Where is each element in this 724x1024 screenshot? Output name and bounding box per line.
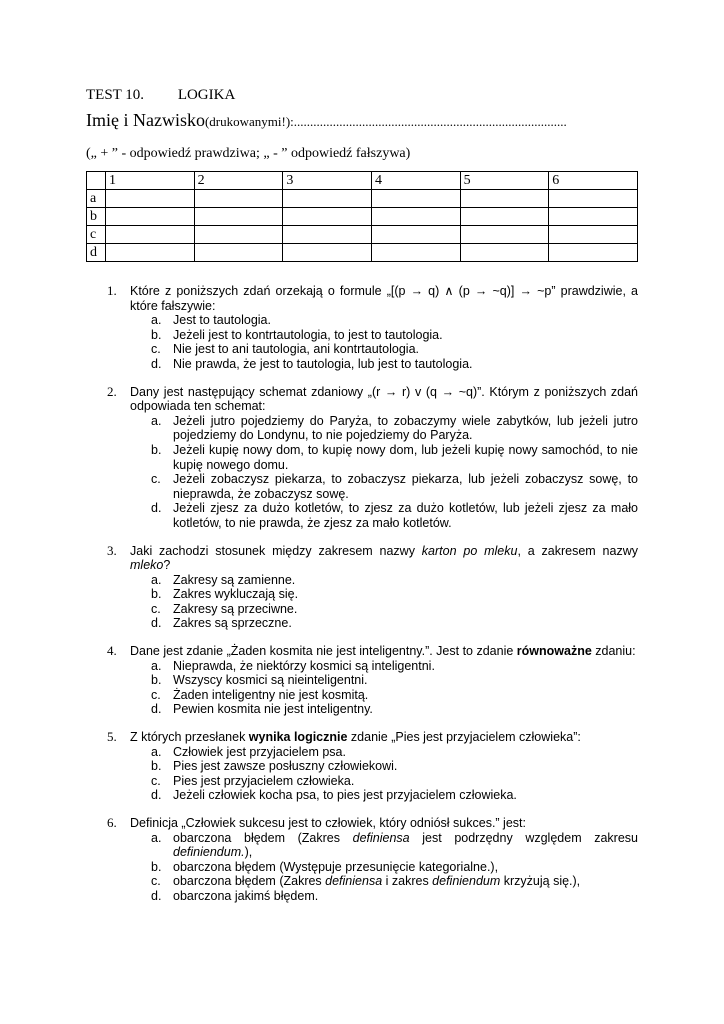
option-letter: b. [151,859,162,874]
option-letter: d. [151,616,162,631]
option-item [151,601,638,617]
answer-cell[interactable] [549,244,638,262]
option-item [151,501,638,530]
option-text: Nieprawda, że niektórzy kosmici są inteligentni. [173,658,435,673]
option-item [151,859,638,875]
option-item [151,587,638,602]
option-text: obarczona błędem (Zakres [173,830,353,845]
option-list [0,745,724,803]
option-letter: d. [151,888,162,903]
question-5 [0,730,724,803]
answer-grid-col-header: 5 [460,172,549,190]
answer-grid-col-header: 1 [106,172,195,190]
option-text: Jeżeli zjesz za dużo kotletów, to zjesz za dużo kotletów, lub jeżeli zjesz za mało kotletów, to nie prawda, że zjesz za mało kotletów. [173,501,638,530]
stem-text: zdaniu: [591,644,636,659]
question-stem: Które z poniższych zdań orzekają o formule „[(p → q) ∧ (p → ~q)] → ~p” prawdziwie, a które fałszywie: [130,284,638,313]
stem-text: ? [163,558,171,573]
answer-cell[interactable] [283,226,372,244]
answer-grid-row-header: d [87,244,106,262]
option-text: i zakres [382,874,433,889]
question-2 [0,385,724,531]
option-letter: c. [151,472,161,487]
option-text: Jeżeli kupię nowy dom, to kupię nowy dom, lub jeżeli kupię nowy samochód, to nie kupię nowego domu. [173,442,638,472]
option-item [151,616,638,631]
option-item [151,327,638,343]
answer-grid-row-header: a [87,190,106,208]
answer-cell[interactable] [194,208,283,226]
option-letter: b. [151,442,162,457]
answer-grid-row [87,208,638,226]
question-stem [130,730,638,745]
option-item [151,744,638,760]
option-letter: a. [151,744,162,759]
option-text: Człowiek jest przyjacielem psa. [173,744,346,759]
option-text: obarczona błędem (Zakres [173,874,326,889]
option-text: Zakres są sprzeczne. [173,616,292,631]
question-number: 3. [107,542,117,558]
question-stem [130,544,638,573]
option-letter: b. [151,327,162,342]
option-letter: a. [151,658,162,673]
question-number: 6. [107,815,117,830]
answer-grid-col-header: 4 [371,172,460,190]
option-list [0,313,724,371]
option-letter: c. [151,874,161,889]
option-text: Zakresy są zamienne. [173,572,296,587]
option-item [151,702,638,717]
question-6 [0,816,724,904]
stem-bold: równoważne [516,644,592,659]
answer-legend: („ + ” - odpowiedź prawdziwa; „ - ” odpowiedź fałszywa) [86,146,411,161]
option-list [0,573,724,631]
option-letter: a. [151,572,162,587]
answer-cell[interactable] [194,244,283,262]
test-subject: LOGIKA [177,87,236,103]
answer-cell[interactable] [283,244,372,262]
option-text: Żaden inteligentny nie jest kosmitą. [173,687,369,702]
answer-cell[interactable] [194,190,283,208]
option-italic: definiensa [325,874,383,889]
stem-text: Dane jest zdanie „Żaden kosmita nie jest inteligentny.”. Jest to zdanie [130,644,517,659]
option-item [151,687,638,703]
stem-italic: mleko [130,558,164,573]
answer-cell[interactable] [371,190,460,208]
question-list [0,284,724,917]
stem-text: Z których przesłanek [130,730,249,745]
stem-text: Jaki zachodzi stosunek między zakresem nazwy [130,543,422,558]
option-letter: c. [151,601,161,616]
option-text: Pewien kosmita nie jest inteligentny. [173,702,373,717]
name-label: Imię i Nazwisko [86,110,205,130]
test-header [86,87,235,104]
option-italic: definiendum [432,874,501,889]
option-item [151,342,638,357]
answer-cell[interactable] [460,244,549,262]
option-letter: c. [151,773,161,788]
option-letter: a. [151,413,162,428]
stem-text: zdanie „Pies jest przyjacielem człowieka”: [347,730,581,745]
answer-grid [86,171,638,262]
option-letter: b. [151,587,162,602]
option-text: Zakres wykluczają się. [173,587,299,602]
option-item [151,442,638,472]
answer-cell[interactable] [460,226,549,244]
option-item [151,788,638,803]
name-hint: (drukowanymi!) [204,114,291,129]
option-text: Pies jest przyjacielem człowieka. [173,773,355,788]
option-text: Pies jest zawsze posłuszny człowiekowi. [173,759,398,774]
name-field-line [86,110,567,131]
answer-grid-col-header: 3 [283,172,372,190]
answer-cell[interactable] [371,226,460,244]
question-stem [130,644,638,659]
option-list [0,414,724,531]
option-list [0,659,724,717]
answer-grid-header-row [87,172,638,190]
answer-cell[interactable] [371,208,460,226]
option-letter: d. [151,788,162,803]
answer-cell[interactable] [283,190,372,208]
option-letter: d. [151,356,162,371]
option-letter: b. [151,673,162,688]
answer-cell[interactable] [549,190,638,208]
option-letter: d. [151,702,162,717]
option-item [151,830,639,860]
option-item [151,413,638,443]
answer-cell[interactable] [194,226,283,244]
name-blank[interactable]: :.................................................................................... [290,114,567,129]
answer-grid-row-header: b [87,208,106,226]
option-text: Wszyscy kosmici są nieinteligentni. [173,673,368,688]
option-text: Jest to tautologia. [173,313,271,328]
answer-cell[interactable] [283,208,372,226]
option-text: Jeżeli zobaczysz piekarza, to zobaczysz piekarza, lub jeżeli zobaczysz sowę, to nieprawda, że zobaczysz sowę. [173,472,638,501]
option-item [151,888,638,904]
question-number: 4. [107,643,117,659]
option-item [151,572,638,588]
option-item [151,356,638,372]
answer-cell[interactable] [106,244,195,262]
stem-italic: karton po mleku [421,543,518,558]
option-letter: d. [151,501,162,516]
question-number: 2. [107,383,117,399]
option-text: obarczona jakimś błędem. [173,888,319,903]
answer-grid-row-header: c [87,226,106,244]
option-text: Nie prawda, że jest to tautologia, lub jest to tautologia. [173,356,473,371]
answer-grid-row [87,244,638,262]
answer-cell[interactable] [460,208,549,226]
option-list [0,831,724,904]
option-letter: b. [151,759,162,774]
answer-grid-col-header: 6 [549,172,638,190]
option-text: Nie jest to ani tautologia, ani kontrtautologia. [173,342,419,357]
option-letter: c. [151,687,161,702]
question-number: 5. [107,729,117,745]
option-item [151,773,638,789]
option-item [151,874,638,889]
answer-cell[interactable] [371,244,460,262]
question-4 [0,644,724,717]
option-text: Jeżeli człowiek kocha psa, to pies jest przyjacielem człowieka. [173,788,517,803]
option-text: Jeżeli jest to kontrtautologia, to jest to tautologia. [173,327,443,342]
option-text: jest podrzędny względem zakresu [409,830,639,845]
question-number: 1. [107,283,117,298]
answer-cell[interactable] [106,190,195,208]
question-1 [0,284,724,372]
stem-text: , a zakresem nazwy [517,543,638,558]
answer-cell[interactable] [549,226,638,244]
option-letter: c. [151,342,161,357]
answer-grid-corner [87,172,106,190]
option-text: Zakresy są przeciwne. [173,601,298,616]
question-stem: Definicja „Człowiek sukcesu jest to człowiek, który odniósł sukces.” jest: [130,816,526,830]
option-item [151,658,638,674]
option-item [151,759,638,774]
answer-cell[interactable] [106,208,195,226]
option-text: obarczona błędem (Występuje przesunięcie kategorialne.), [173,859,499,874]
answer-grid-row [87,226,638,244]
option-text: ), [244,845,253,860]
answer-cell[interactable] [460,190,549,208]
option-letter: a. [151,830,162,845]
option-item [151,472,638,501]
option-text: Jeżeli jutro pojedziemy do Paryża, to zobaczymy wiele zabytków, lub jeżeli jutro pojedziemy do Londynu, to nie pojedziemy do Paryża. [173,413,638,443]
option-item [151,313,638,328]
option-text: krzyżują się.), [500,874,581,889]
option-italic: definiendum. [173,845,245,860]
question-3 [0,544,724,632]
answer-cell[interactable] [106,226,195,244]
answer-grid-row [87,190,638,208]
option-italic: definiensa [352,830,410,845]
answer-cell[interactable] [549,208,638,226]
test-number: TEST 10. [86,87,145,103]
option-letter: a. [151,313,162,328]
option-item [151,673,638,688]
stem-bold: wynika logicznie [248,730,348,745]
question-stem: Dany jest następujący schemat zdaniowy „(r → r) v (q → ~q)”. Którym z poniższych zdań odpowiada ten schemat: [130,384,638,414]
answer-grid-col-header: 2 [194,172,283,190]
